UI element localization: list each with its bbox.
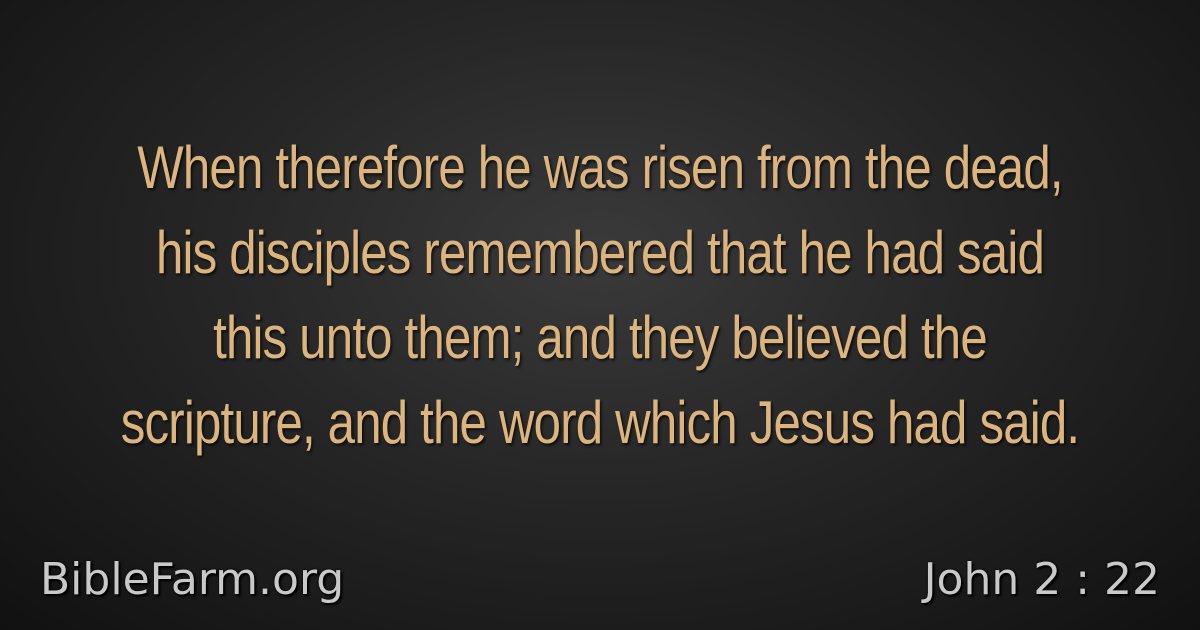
verse-line-1: When therefore he was risen from the dead, bbox=[137, 134, 1063, 201]
site-name: BibleFarm.org bbox=[40, 554, 345, 605]
verse-text bbox=[108, 125, 1092, 465]
verse-line-2: his disciples remembered that he had said bbox=[155, 219, 1045, 286]
verse-line-3: this unto them; and they believed the bbox=[213, 304, 987, 371]
verse-line-4: scripture, and the word which Jesus had said. bbox=[120, 389, 1080, 456]
verse-reference: John 2 : 22 bbox=[923, 554, 1160, 605]
